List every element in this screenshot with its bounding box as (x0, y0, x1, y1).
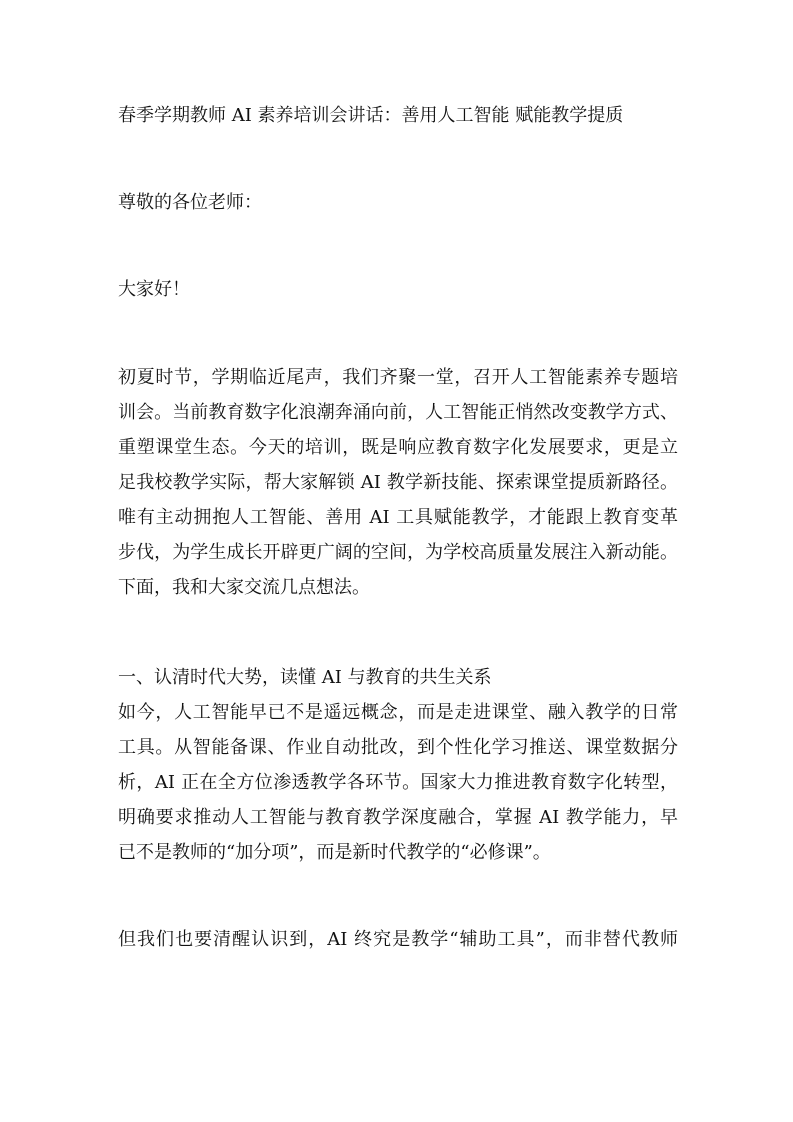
paragraph-line: 明确要求推动人工智能与教育教学深度融合，掌握 AI 教学能力，早 (118, 807, 678, 828)
paragraph-line: 析，AI 正在全方位渗透教学各环节。国家大力推进教育数字化转型， (118, 772, 678, 793)
paragraph-line: 唯有主动拥抱人工智能、善用 AI 工具赋能教学，才能跟上教育变革 (118, 507, 678, 528)
paragraph-line: 重塑课堂生态。今天的培训，既是响应教育数字化发展要求，更是立 (118, 437, 678, 458)
paragraph-line: 初夏时节，学期临近尾声，我们齐聚一堂，召开人工智能素养专题培 (118, 367, 678, 388)
paragraph-line: 训会。当前教育数字化浪潮奔涌向前，人工智能正悄然改变教学方式、 (118, 402, 678, 423)
salutation: 尊敬的各位老师： (118, 192, 262, 213)
paragraph-section-one-cont (118, 922, 678, 957)
paragraph-line: 已不是教师的“加分项”，而是新时代教学的“必修课”。 (118, 842, 551, 863)
paragraph-line: 但我们也要清醒认识到，AI 终究是教学“辅助工具”，而非替代教师 (118, 929, 678, 950)
document-body (118, 98, 678, 957)
paragraph-line: 工具。从智能备课、作业自动批改，到个性化学习推送、课堂数据分 (118, 737, 678, 758)
paragraph-line: 足我校教学实际，帮大家解锁 AI 教学新技能、探索课堂提质新路径。 (118, 472, 678, 493)
paragraph-line: 步伐，为学生成长开辟更广阔的空间，为学校高质量发展注入新动能。 (118, 542, 678, 563)
paragraph-section-one (118, 695, 678, 870)
paragraph-line: 如今，人工智能早已不是遥远概念，而是走进课堂、融入教学的日常 (118, 702, 678, 723)
document-title: 春季学期教师 AI 素养培训会讲话：善用人工智能 赋能教学提质 (118, 105, 624, 126)
greeting: 大家好！ (118, 279, 190, 300)
paragraph-intro (118, 360, 678, 605)
paragraph-line: 下面，我和大家交流几点想法。 (118, 577, 370, 598)
section-heading: 一、认清时代大势，读懂 AI 与教育的共生关系 (118, 667, 492, 688)
